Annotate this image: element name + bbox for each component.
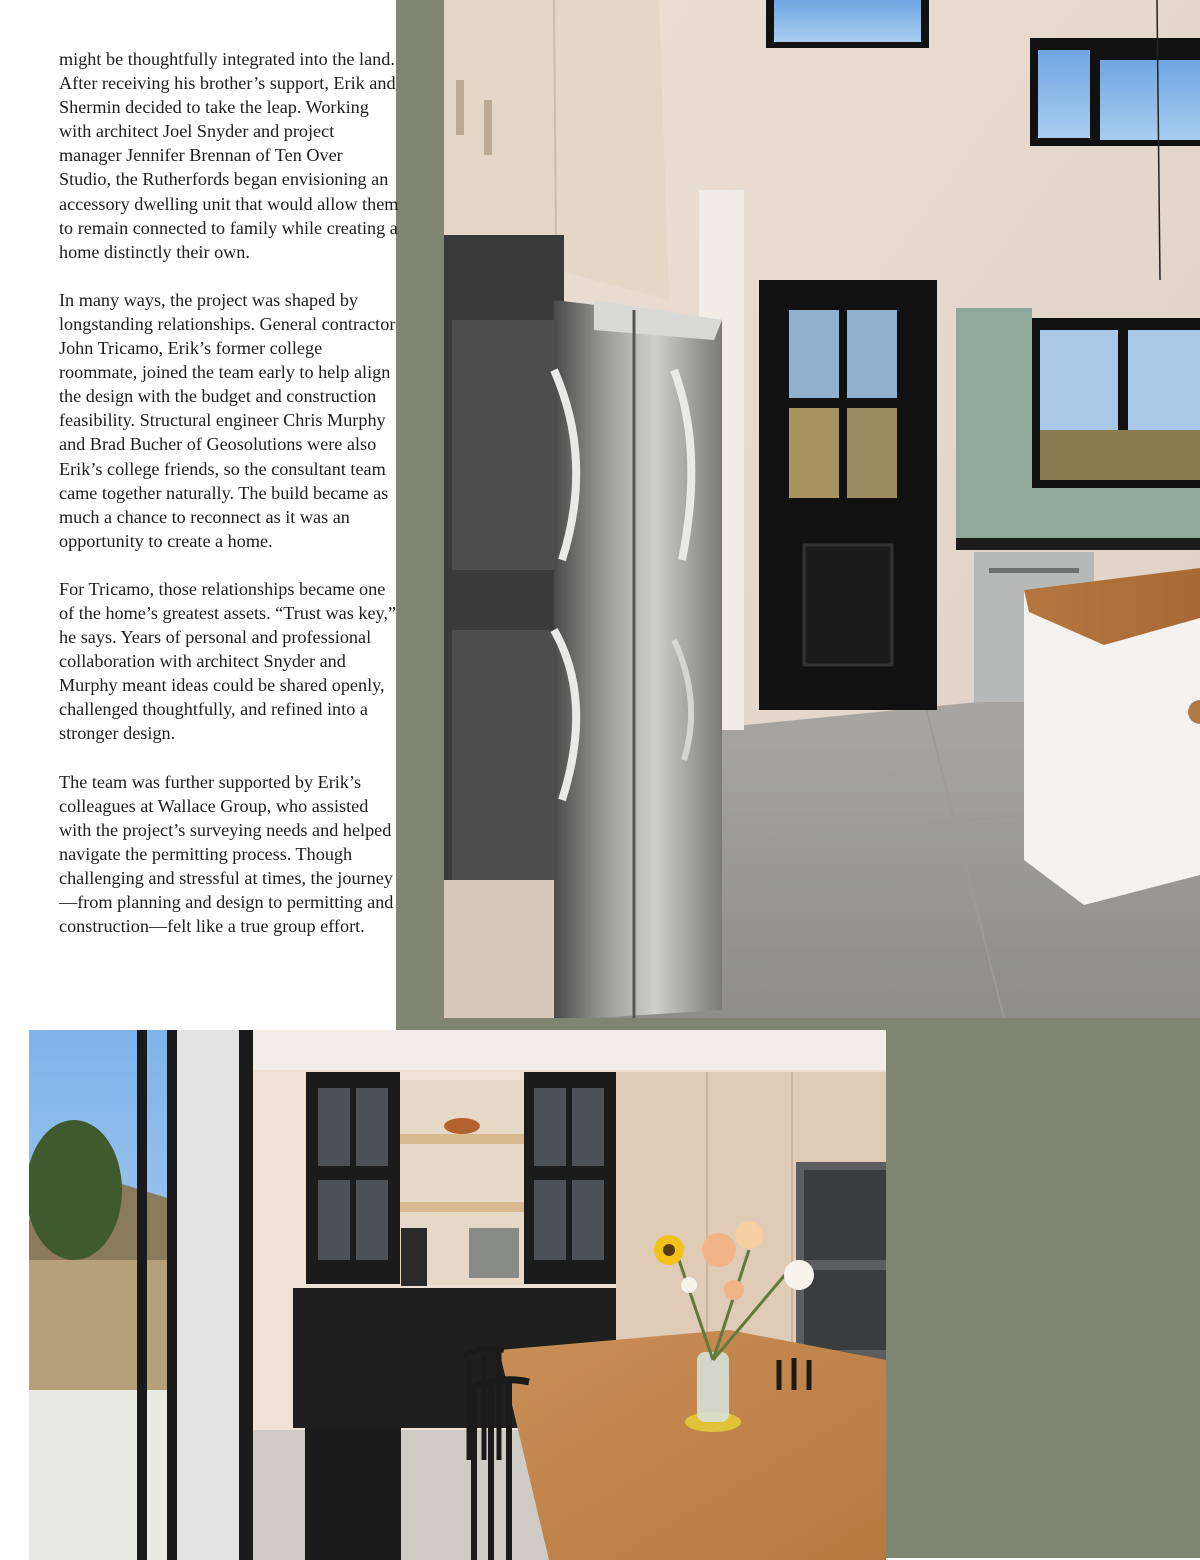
article-paragraph: For Tricamo, those relationships became one of the home’s greatest assets. “Trust was key,” he says. Years of personal and professional collaboration with architect Snyder and Murphy meant ideas could be shared openly, challenged thoughtfully, and refined into a stronger design. [59,578,397,744]
kitchen-photo [444,0,1200,1018]
dining-room-photo [29,1030,886,1560]
article-paragraph: The team was further supported by Erik’s colleagues at Wallace Group, who assisted with the project’s surveying needs and helped navigate the permitting process. Though challenging and stressful at times, the journey—from planning and design to permitting and construction—felt like a true group effort. [59,771,394,937]
article-body [59,47,399,962]
article-paragraph: might be thoughtfully integrated into the land. After receiving his brother’s support, Erik and Shermin decided to take the leap. Working with architect Joel Snyder and project manager Jennifer Brennan of Ten Over Studio, the Rutherfords began envisioning an accessory dwelling unit that would allow them to remain connected to family while creating a home distinctly their own. [59,49,399,262]
article-paragraph: In many ways, the project was shaped by longstanding relationships. General contractor John Tricamo, Erik’s former college roommate, joined the team early to help align the design with the budget and construction feasibility. Structural engineer Chris Murphy and Brad Bucher of Geosolutions were also Erik’s college friends, so the consultant team came together naturally. The build became as much a chance to reconnect as it was an opportunity to create a home. [59,289,396,551]
